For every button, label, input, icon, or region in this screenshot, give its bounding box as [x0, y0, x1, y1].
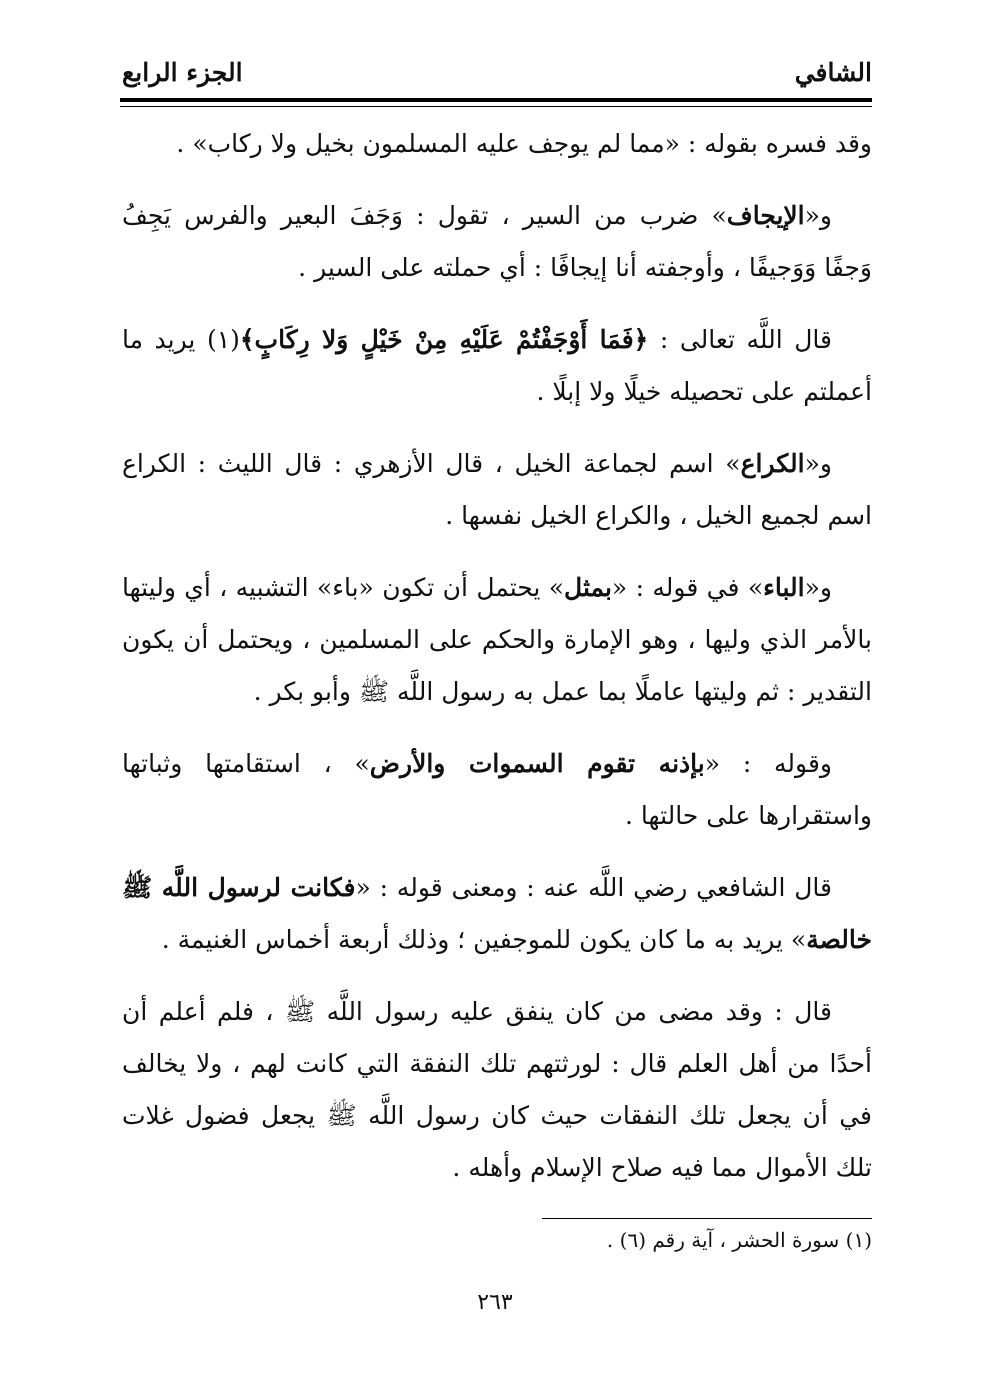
page-number: ٢٦٣: [477, 1290, 513, 1315]
term-baa: الباء: [763, 573, 805, 602]
paragraph-5: [122, 562, 872, 718]
body-text: [122, 118, 872, 1214]
paragraph-text: و«: [804, 449, 832, 478]
paragraph-1: [122, 118, 872, 170]
paragraph-text: قال الشافعي رضي اللَّه عنه : ومعنى قوله : «: [355, 873, 833, 902]
paragraph-text: » ، استقامتها وثباتها واستقرارها على حالتها .: [122, 749, 872, 830]
paragraph-7: [122, 862, 872, 966]
term-fakanat: فكانت لرسول اللَّه ﷺ خالصة: [122, 873, 872, 954]
footnote: (١) سورة الحشر ، آية رقم (٦) .: [606, 1228, 872, 1252]
paragraph-8: [122, 986, 872, 1194]
paragraph-6: [122, 738, 872, 842]
paragraph-2: [122, 190, 872, 294]
paragraph-4: [122, 438, 872, 542]
paragraph-text: » ضرب من السير ، تقول : وَجَفَ البعير والفرس يَجِفُ وَجفًا وَوَجيفًا ، وأوجفته أنا إيجافًا : أي حملته على السير .: [122, 201, 872, 282]
paragraph-text: وقوله : «: [704, 749, 832, 778]
paragraph-text: قال : وقد مضى من كان ينفق عليه رسول اللَّه ﷺ ، فلم أعلم أن أحدًا من أهل العلم قال : لورثتهم تلك النفقة التي كانت لهم ، ولا يخالف في أن يجعل تلك النفقات حيث كان رسول اللَّه ﷺ يجعل فضول غلات تلك الأموال مما فيه صلاح الإسلام وأهله .: [122, 997, 872, 1182]
term-kura: الكراع: [740, 449, 805, 478]
header-rule-thin: [120, 106, 872, 107]
term-ijaf: الإيجاف: [726, 201, 805, 230]
paragraph-text: » يحتمل أن تكون «باء» التشبيه ، أي وليتها بالأمر الذي وليها ، وهو الإمارة والحكم على المسلمين ، ويحتمل أن يكون التقدير : ثم وليتها عاملًا بما عمل به رسول اللَّه ﷺ وأبو بكر .: [122, 573, 872, 706]
paragraph-text: » يريد به ما كان يكون للموجفين ؛ وذلك أربعة أخماس الغنيمة .: [161, 925, 807, 954]
paragraph-text: و«: [804, 573, 832, 602]
paragraph-text: قال اللَّه تعالى :: [648, 325, 832, 354]
term-bi-idhnihi: بإذنه تقوم السموات والأرض: [369, 749, 705, 778]
term-bimithl: بمثل: [564, 573, 612, 602]
paragraph-text: وقد فسره بقوله : «مما لم يوجف عليه المسلمون بخيل ولا ركاب» .: [176, 129, 872, 158]
paragraph-text: » في قوله : «: [611, 573, 764, 602]
book-title: الشافي: [794, 58, 872, 87]
paragraph-3: [122, 314, 872, 418]
footnote-rule: [542, 1218, 872, 1219]
paragraph-text: (١) يريد ما أعملتم على تحصيله خيلًا ولا إبلًا .: [122, 325, 872, 406]
quran-verse: ﴿فَمَا أَوْجَفْتُمْ عَلَيْهِ مِنْ خَيْلٍ وَلا رِكَابٍ﴾: [239, 325, 649, 354]
header-rule-thick: [120, 98, 872, 102]
volume-title: الجزء الرابع: [122, 58, 243, 87]
paragraph-text: » اسم لجماعة الخيل ، قال الأزهري : قال الليث : الكراع اسم لجميع الخيل ، والكراع الخيل نفسها .: [122, 449, 872, 530]
paragraph-text: و«: [804, 201, 832, 230]
